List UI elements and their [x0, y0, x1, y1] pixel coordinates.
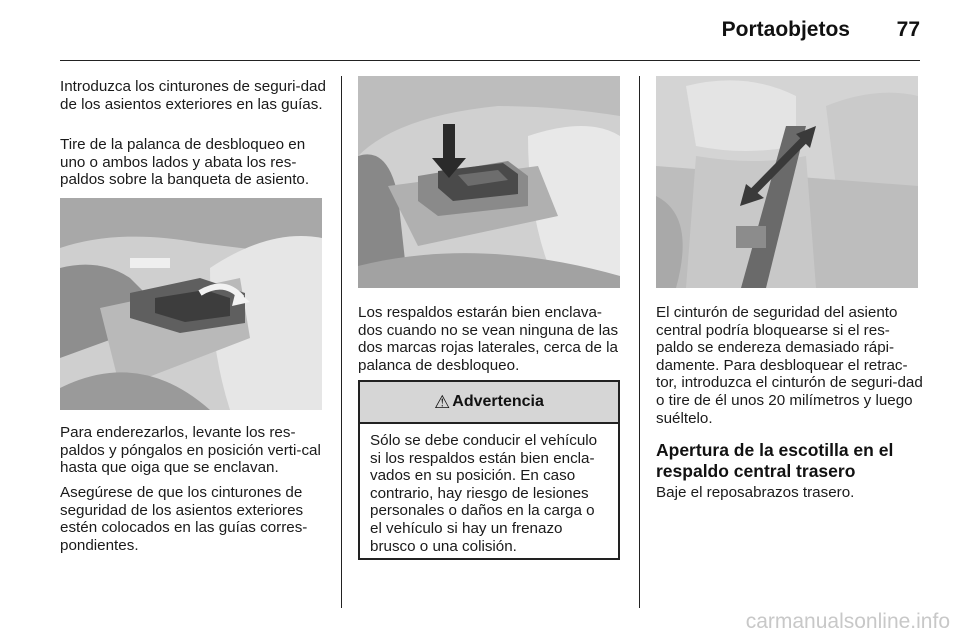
column-divider-1: [341, 76, 342, 608]
warning-title: Advertencia: [452, 393, 544, 410]
watermark-text: carmanualsonline.info: [745, 610, 950, 633]
page-number: 77: [896, 18, 920, 41]
col1-paragraph-4: Asegúrese de que los cinturones de seguridad de los asientos exteriores estén colocados en las guías corres-pondientes.: [60, 484, 308, 554]
release-lever-photo: [60, 198, 322, 410]
page-title: Portaobjetos: [721, 18, 850, 41]
column-divider-2: [639, 76, 640, 608]
section-heading: Apertura de la escotilla en el respaldo central trasero: [656, 440, 894, 481]
warning-triangle-icon: ⚠: [434, 391, 451, 412]
warning-box: [358, 380, 620, 560]
warning-header: [360, 382, 618, 424]
col1-paragraph-1: Introduzca los cinturones de seguri-dad de los asientos exteriores en las guías.: [60, 78, 326, 113]
warning-text: Sólo se debe conducir el vehículo si los respaldos están bien encla-vados en su posición. En caso contrario, hay riesgo de lesiones personales o daños en la carga o el vehículo si hay un frenazo brusco o una colisión.: [370, 432, 598, 555]
center-seatbelt-photo: [656, 76, 918, 288]
col3-paragraph-2: Baje el reposabrazos trasero.: [656, 484, 855, 501]
seat-lock-marks-photo: [358, 76, 620, 288]
col1-paragraph-3: Para enderezarlos, levante los res-paldos y póngalos en posición verti-cal hasta que oiga que se enclavan.: [60, 424, 321, 477]
header-divider: [60, 60, 920, 61]
col2-paragraph-1: Los respaldos estarán bien enclava-dos cuando no se vean ninguna de las dos marcas rojas laterales, cerca de la palanca de desbloqueo.: [358, 304, 619, 374]
col3-paragraph-1: El cinturón de seguridad del asiento central podría bloquearse si el res-paldo se endereza demasiado rápi-damente. Para desbloquear el retrac-tor, introduzca el cinturón de seguri-dad o tire de él unos 20 milímetros y luego suéltelo.: [656, 304, 923, 427]
col1-paragraph-2: Tire de la palanca de desbloqueo en uno o ambos lados y abata los res-paldos sobre la banqueta de asiento.: [60, 136, 310, 189]
